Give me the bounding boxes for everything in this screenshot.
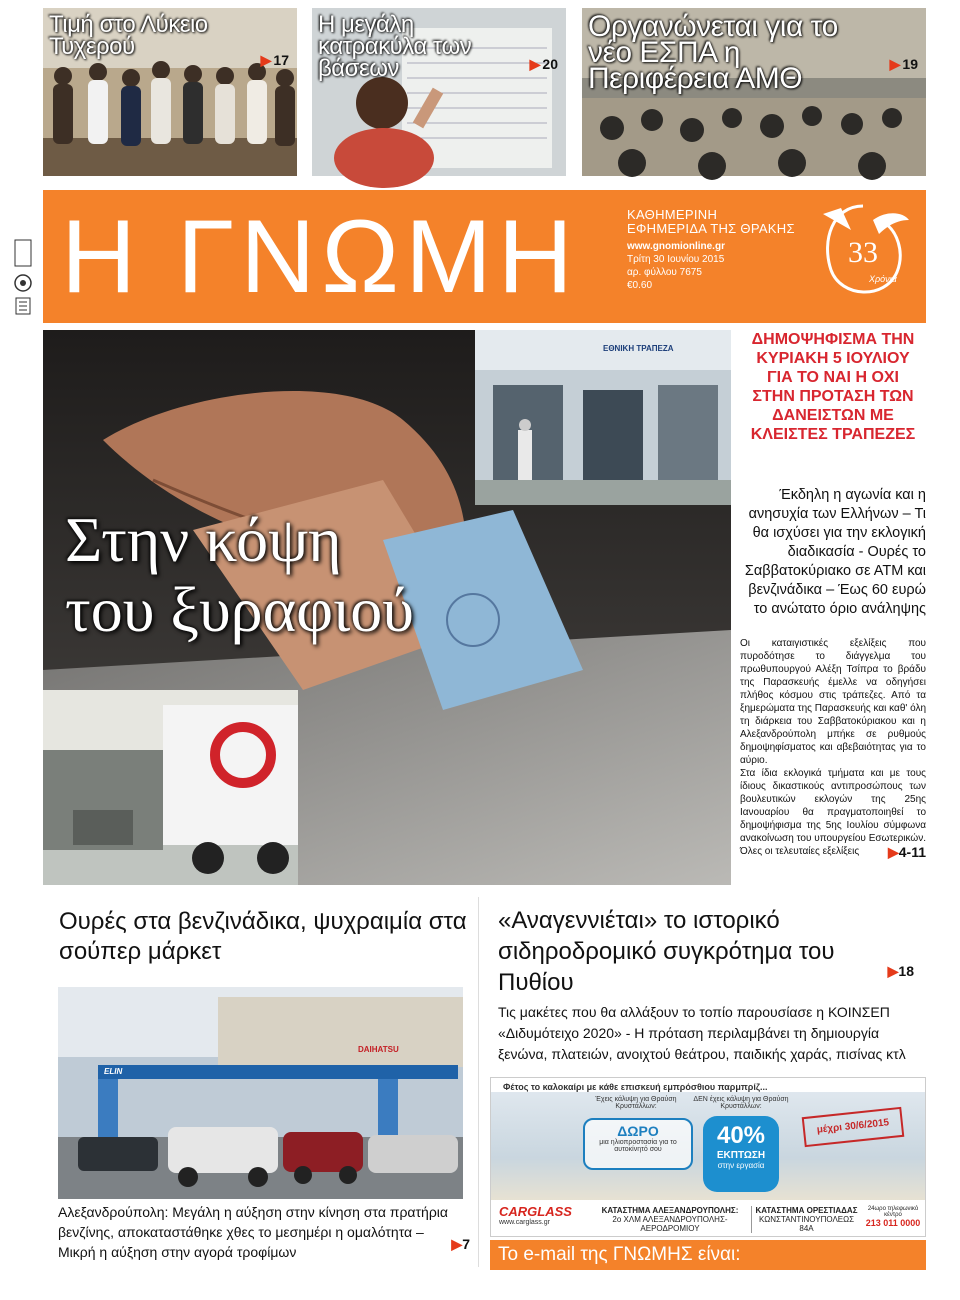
ad-store-1-title: ΚΑΤΑΣΤΗΜΑ ΑΛΕΞΑΝΔΡΟΥΠΟΛΗΣ: <box>601 1206 739 1215</box>
ad-phone-label: 24ωρο τηλεφωνικό κέντρο <box>867 1206 919 1218</box>
rail-story[interactable] <box>490 897 926 1065</box>
column-divider <box>478 897 479 1267</box>
teaser-espa-page: ▶ 19 <box>889 56 918 72</box>
carglass-brand: CARGLASS <box>499 1204 572 1219</box>
teaser-espa[interactable] <box>582 8 926 176</box>
referendum-column <box>740 330 926 861</box>
esiea-badge-icon <box>12 238 34 318</box>
ad-store-1 <box>595 1206 745 1233</box>
carglass-logo <box>499 1204 589 1226</box>
contact-email-bar[interactable]: Το e-mail της ΓΝΩΜΗΣ είναι: gnomi@gnomionline.gr <box>490 1240 926 1270</box>
tagline-daily: ΚΑΘΗΜΕΡΙΝΗ <box>627 207 718 222</box>
teaser-exam-page: ▶ 20 <box>529 56 558 72</box>
teaser-lyceum-title: Τιμή στο Λύκειο Τυχερού <box>49 11 208 60</box>
ad-store-2-title: ΚΑΤΑΣΤΗΜΑ ΟΡΕΣΤΙΑΔΑΣ <box>755 1206 858 1215</box>
referendum-body-1: Οι καταιγιστικές εξελίξεις που πυροδότησε το διάγγελμα του πρωθυπουργού Αλέξη Τσίπρα το βράδυ της Παρασκευής έμελλε να οδηγήσει πλήθος κόσμου στις τράπεζες. Από τα ξημερώματα της Παρασκευής και καθ' όλη τη διάρκεια του Σαββατοκύριακου και η Αλεξανδρούπολη μπήκε σε ρυθμούς δημοψηφίσματος και αβεβαιότητας για το αύριο. <box>740 638 927 766</box>
ad-headline: Φέτος το καλοκαίρι με κάθε επισκευή εμπρόσθιου παρμπρίζ... <box>503 1082 768 1092</box>
fuel-story-title: Ουρές στα βενζινάδικα, ψυχραιμία στα σούπερ μάρκετ <box>59 908 467 965</box>
rail-story-title: «Αναγεννιέται» το ιστορικό σιδηροδρομικό συγκρότημα του Πυθίου <box>498 907 835 996</box>
ad-footer <box>491 1200 925 1236</box>
page-arrow-icon: ▶ <box>260 52 272 68</box>
newspaper-name: Η ΓΝΩΜΗ <box>61 199 579 315</box>
ad-store-2 <box>751 1206 861 1233</box>
website[interactable]: www.gnomionline.gr <box>627 241 725 252</box>
bank-sign: ΕΘΝΙΚΗ ΤΡΑΠΕΖΑ <box>603 344 674 353</box>
teaser-exam-bases[interactable] <box>312 8 566 176</box>
masthead <box>43 190 926 323</box>
daihatsu-sign: DAIHATSU <box>358 1045 399 1054</box>
ad-discount-value: 40% <box>716 1122 766 1149</box>
fuel-story-photo <box>58 987 463 1199</box>
referendum-body-2: Στα ίδια εκλογικά τμήματα και με τους ίδιους δικαστικούς αντιπροσώπους των βουλευτικών εκλογών της 25ης Ιανουαρίου θα πραγματοποιηθεί το δημοψήφισμα της 5ης Ιουλίου σύμφωνα ανακοίνωση του υπουργείου Εσωτερικών. Όλες οι τελευταίες εξελίξεις <box>740 768 926 857</box>
elin-sign: ELIN <box>104 1067 123 1076</box>
referendum-lead: Έκδηλη η αγωνία και η ανησυχία των Ελλήνων – Τι θα ισχύσει για την εκλογική διαδικασία - Ουρές το Σαββατοκύριακο σε ΑΤΜ και βενζινάδικα – Έως 60 ευρώ το ανώτατο όριο ανάληψης <box>744 487 926 617</box>
price: €0.60 <box>627 280 653 291</box>
main-headline <box>65 505 414 645</box>
main-headline-line2: του ξυραφιού <box>65 574 414 645</box>
teaser-espa-title: Οργανώνεται για το νέο ΕΣΠΑ η Περιφέρεια ΑΜΘ <box>588 10 838 95</box>
anniversary-number: 33 <box>848 236 878 269</box>
page-arrow-icon: ▶ <box>529 56 541 72</box>
ad-phone-number: 213 011 0000 <box>865 1218 921 1228</box>
page-arrow-icon: ▶ <box>889 56 901 72</box>
issue-number: αρ. φύλλου 7675 <box>627 267 702 278</box>
ad-phone-block <box>863 1206 923 1228</box>
fuel-story-page-ref[interactable]: ▶7 <box>451 1236 470 1252</box>
carglass-web: www.carglass.gr <box>499 1219 550 1226</box>
carglass-ad[interactable] <box>490 1077 926 1237</box>
ad-gift-desc: μια ηλιοπροστασία για το αυτοκίνητό σου <box>599 1139 677 1153</box>
teaser-exam-title: Η μεγάλη κατρακύλα των βάσεων <box>318 11 472 82</box>
main-headline-line1: Στην κόψη <box>65 504 342 575</box>
page-arrow-icon: ▶ <box>451 1236 463 1252</box>
ad-gift-box <box>583 1118 693 1170</box>
ad-deadline-stamp: μέχρι 30/6/2015 <box>802 1107 905 1147</box>
hero-photo <box>43 330 731 885</box>
rail-story-text: Τις μακέτες που θα αλλάξουν το τοπίο παρουσίασε η ΚΟΙΝΣΕΠ «Διδυμότειχο 2020» - Η πρόταση περιλαμβάνει τη δημιουργία ξενώνα, πλατειών, ανοιχτού θεάτρου, παιδικής χαράς, πισίνας κτλ <box>498 1004 906 1062</box>
ad-discount-label: ΕΚΠΤΩΣΗ <box>716 1150 766 1161</box>
teaser-lyceum-page: ▶ 17 <box>260 52 289 68</box>
gas-station-image <box>58 987 463 1199</box>
masthead-info <box>627 208 795 292</box>
issue-date: Τρίτη 30 Ιουνίου 2015 <box>627 254 725 265</box>
fuel-story[interactable] <box>43 897 478 1267</box>
publisher-badges <box>12 238 34 318</box>
ad-gift-offer: ΔΩΡΟ <box>617 1123 659 1139</box>
ad-store-2-address: ΚΩΝΣΤΑΝΤΙΝΟΥΠΟΛΕΩΣ 84Α <box>758 1215 855 1233</box>
anniversary-label: Χρόνια <box>869 274 897 284</box>
ad-left-condition: Έχεις κάλυψη για Θραύση Κρυστάλλων: <box>595 1096 677 1110</box>
teaser-lyceum[interactable] <box>43 8 297 176</box>
ad-right-condition: ΔΕΝ έχεις κάλυψη για Θραύση Κρυστάλλων: <box>693 1096 789 1110</box>
referendum-title: ΔΗΜΟΨΗΦΙΣΜΑ ΤΗΝ ΚΥΡΙΑΚΗ 5 ΙΟΥΛΙΟΥ ΓΙΑ ΤΟ ΝΑΙ Η ΟΧΙ ΣΤΗΝ ΠΡΟΤΑΣΗ ΤΩΝ ΔΑΝΕΙΣΤΩΝ ΜΕ ΚΛΕΙΣΤΕΣ ΤΡΑΠΕΖΕΣ <box>750 331 916 443</box>
ad-discount-desc: στην εργασία <box>717 1161 765 1170</box>
tagline-region: ΕΦΗΜΕΡΙΔΑ ΤΗΣ ΘΡΑΚΗΣ <box>627 221 795 236</box>
ad-store-1-address: 2ο ΧΛΜ ΑΛΕΞΑΝΔΡΟΥΠΟΛΗΣ-ΑΕΡΟΔΡΟΜΙΟΥ <box>612 1215 728 1233</box>
page-arrow-icon: ▶ <box>887 844 899 860</box>
fuel-story-caption: Αλεξανδρούπολη: Μεγάλη η αύξηση στην κίνηση στα πρατήρια βενζίνης, αποκαταστάθηκε χθες το μεσημέρι η ομαλότητα – Μικρή η αύξηση στην αγορά τροφίμων <box>58 1204 448 1260</box>
rail-story-page-ref[interactable]: ▶18 <box>887 963 914 979</box>
ad-discount-box <box>703 1116 779 1192</box>
page-arrow-icon: ▶ <box>887 963 899 979</box>
referendum-page-ref[interactable]: ▶4-11 <box>887 844 926 860</box>
ad-background <box>491 1092 925 1202</box>
